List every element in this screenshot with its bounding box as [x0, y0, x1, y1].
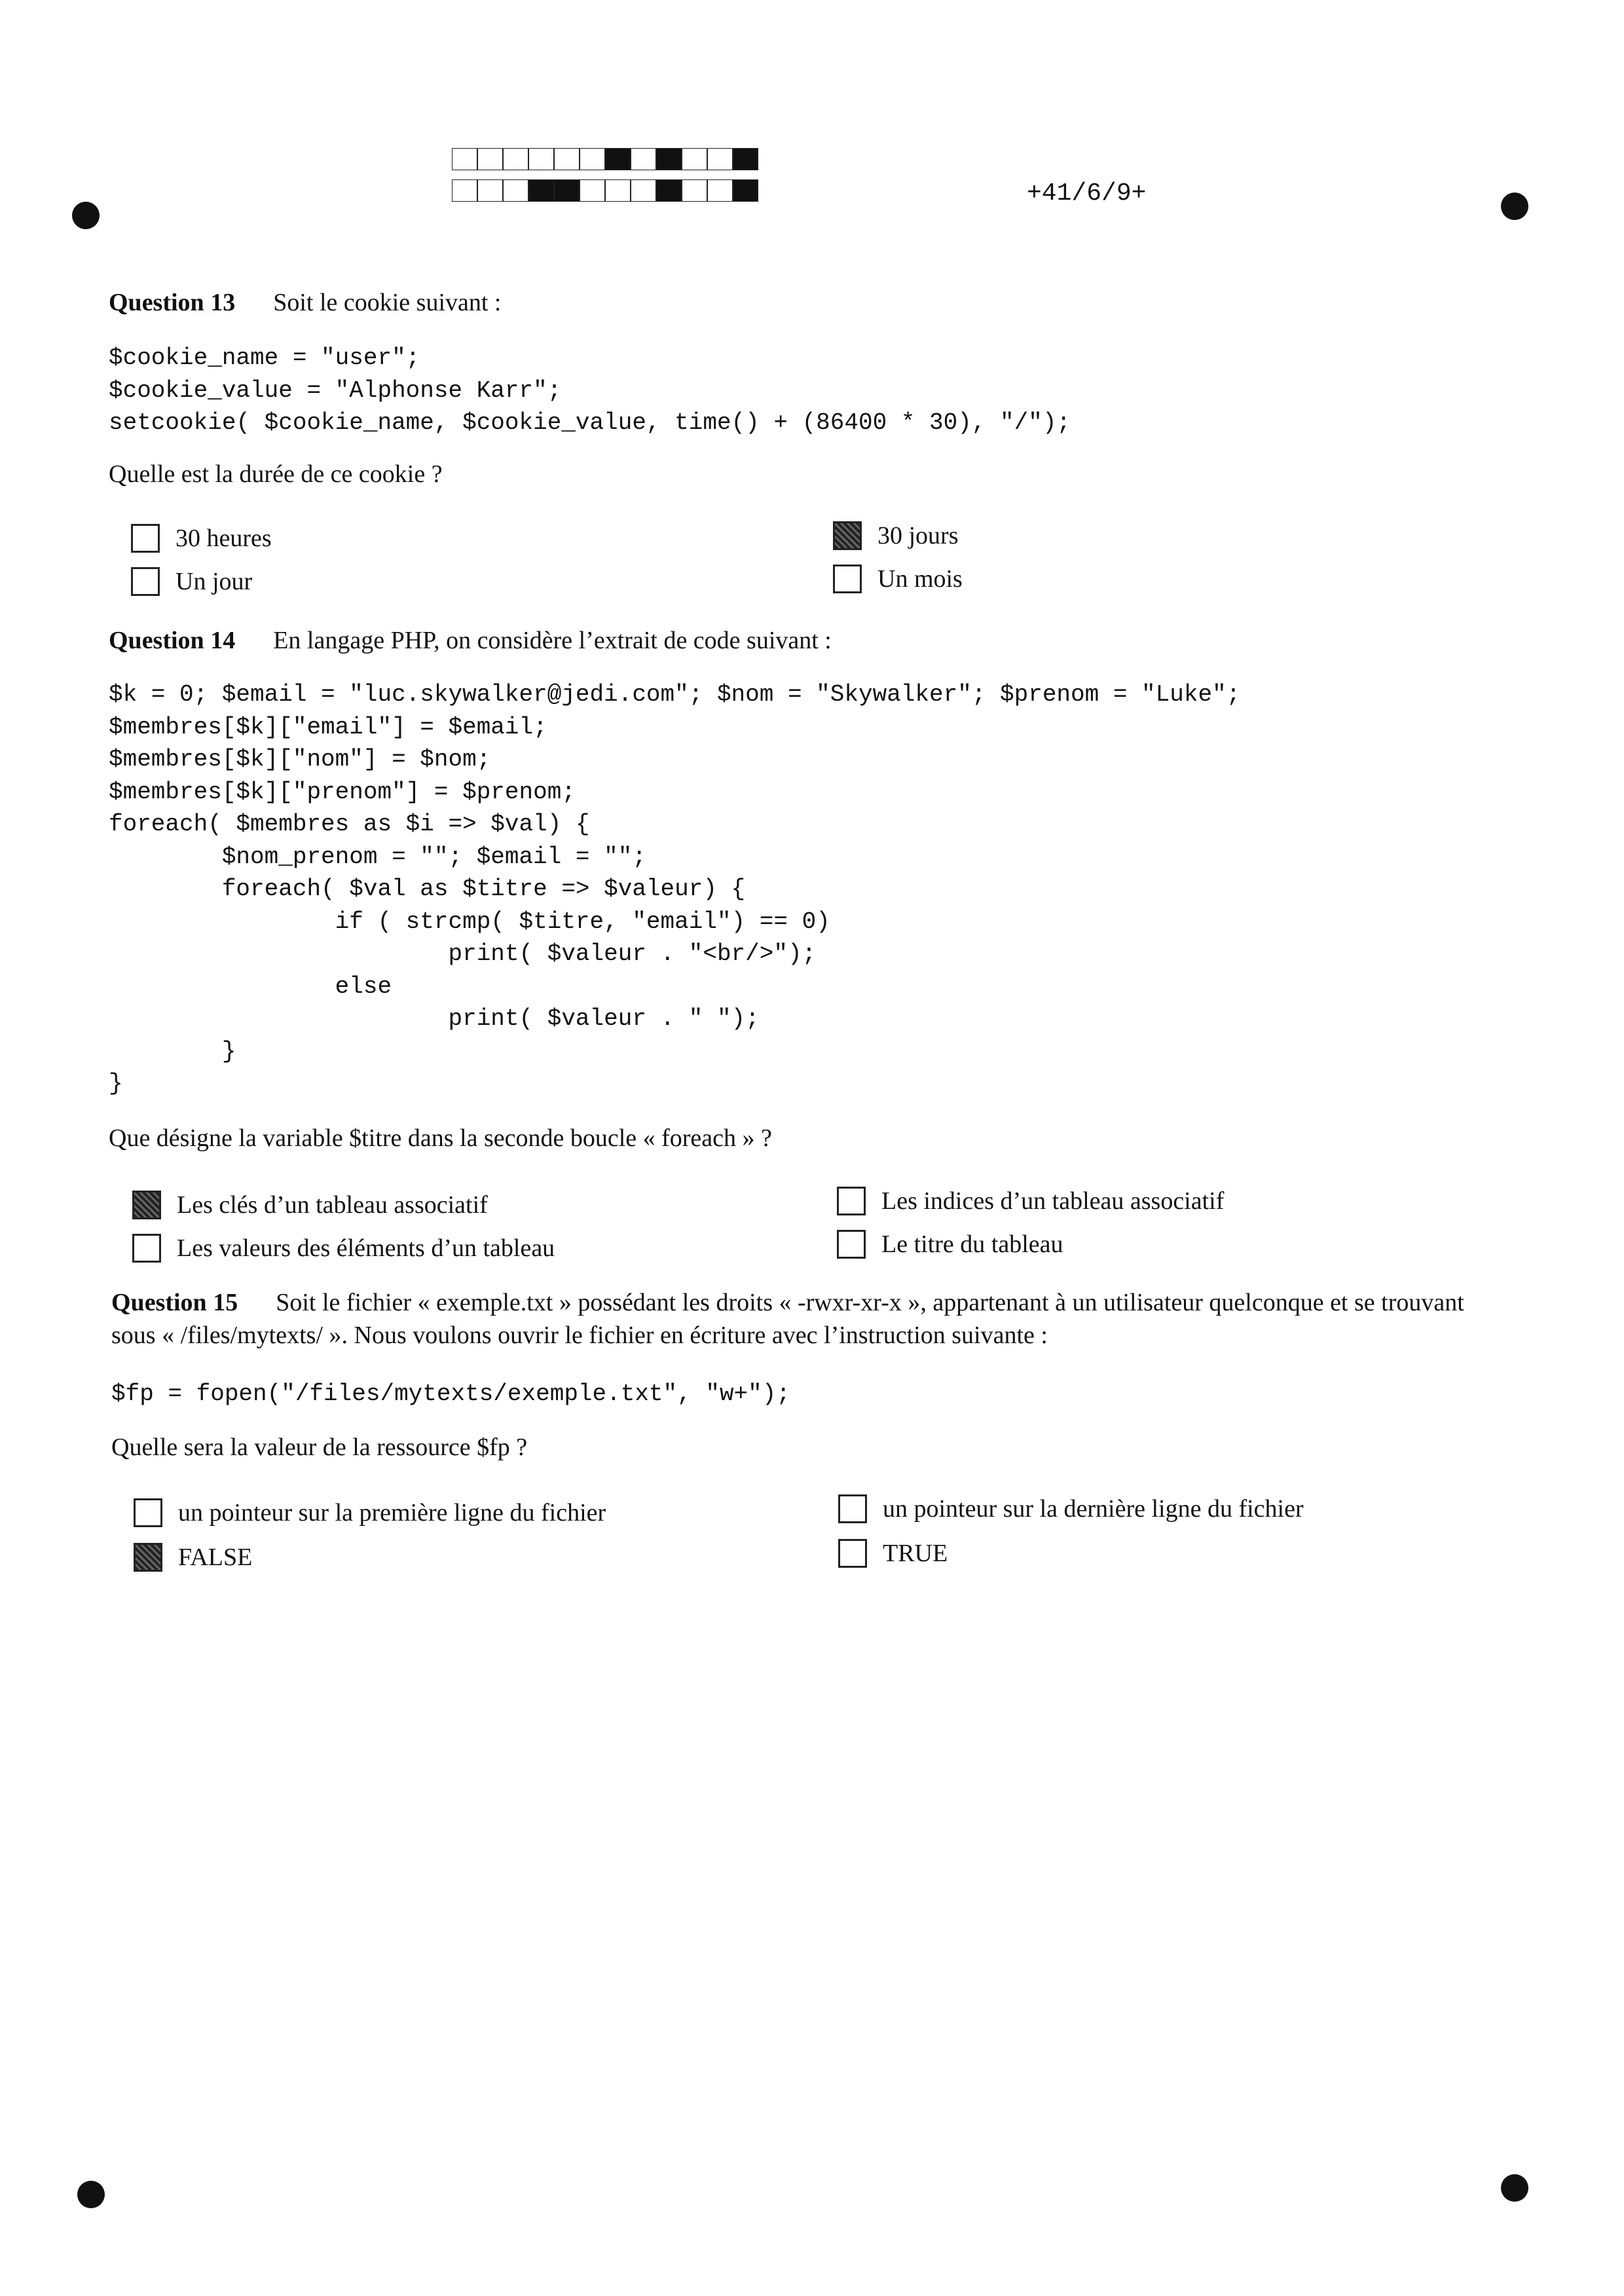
question-14-code: $k = 0; $email = "luc.skywalker@jedi.com"; $nom = "Skywalker"; $prenom = "Luke"; $membres[$k]["email"] = $email; $membres[$k]["nom"] = $nom; $membres[$k]["prenom"] = $prenom; foreach( $membres as $i => $val) { $nom_prenom = ""; $email = ""; foreach( $val as $titre => $valeur) { if ( strcmp( $titre, "email") == 0) print( $valeur . "<br/>"); else print( $valeur . " "); } } [109, 681, 1241, 1097]
barcode-cell [656, 148, 682, 170]
option-label: FALSE [178, 1544, 253, 1571]
option-label: Le titre du tableau [881, 1231, 1063, 1258]
option-label: Les indices d’un tableau associatif [881, 1187, 1225, 1215]
q14-option-1[interactable] [132, 1191, 488, 1219]
question-14-question: Que désigne la variable $titre dans la seconde boucle « foreach » ? [109, 1124, 772, 1152]
option-label: un pointeur sur la dernière ligne du fichier [883, 1495, 1304, 1523]
barcode-cell [631, 179, 656, 202]
option-label: Un mois [877, 565, 963, 593]
option-label: un pointeur sur la première ligne du fichier [178, 1499, 606, 1527]
checkbox[interactable] [134, 1498, 162, 1527]
page-id: +41/6/9+ [1027, 179, 1147, 208]
question-13-label: Question 13 [109, 289, 236, 316]
barcode-cell [605, 148, 631, 170]
checkbox[interactable] [838, 1539, 867, 1568]
q15-option-3[interactable] [838, 1494, 1304, 1523]
q14-option-2[interactable] [132, 1234, 555, 1263]
barcode-cell [477, 179, 503, 202]
checkbox[interactable] [833, 521, 862, 550]
question-15-code: $fp = fopen("/files/mytexts/exemple.txt", "w+"); [111, 1380, 790, 1407]
barcode-cell [682, 148, 707, 170]
q15-option-2[interactable] [134, 1543, 252, 1572]
checkbox[interactable] [837, 1187, 866, 1215]
barcode-cell [580, 179, 605, 202]
checkbox[interactable] [131, 567, 160, 596]
q15-option-1[interactable] [134, 1498, 606, 1527]
barcode-cell [733, 179, 758, 202]
barcode-row-1 [452, 148, 760, 172]
option-label: 30 heures [175, 525, 272, 552]
barcode-cell [733, 148, 758, 170]
question-14-prompt: En langage PHP, on considère l’extrait de code suivant : [273, 627, 832, 654]
barcode-cell [682, 179, 707, 202]
checkbox[interactable] [132, 1191, 161, 1219]
option-label: Les clés d’un tableau associatif [177, 1191, 488, 1219]
corner-mark-top-left [72, 202, 100, 229]
checkbox[interactable] [837, 1230, 866, 1259]
barcode-cell [707, 179, 733, 202]
checkbox[interactable] [132, 1234, 161, 1263]
question-13-prompt: Soit le cookie suivant : [273, 289, 502, 316]
question-15-prompt: Soit le fichier « exemple.txt » possédant les droits « -rwxr-xr-x », appartenant à un utilisateur quelconque et se trouvant sous « /files/mytexts/ ». Nous voulons ouvrir le fichier en écriture avec l’instruction suivante : [111, 1289, 1464, 1349]
option-label: 30 jours [877, 522, 959, 549]
checkbox[interactable] [838, 1494, 867, 1523]
question-15-question: Quelle sera la valeur de la ressource $fp ? [111, 1434, 528, 1461]
q14-option-3[interactable] [837, 1187, 1224, 1215]
checkbox[interactable] [134, 1543, 162, 1572]
barcode-cell [452, 179, 477, 202]
q13-option-3[interactable] [833, 521, 959, 550]
barcode-row-2 [452, 179, 760, 203]
barcode-cell [707, 148, 733, 170]
corner-mark-bottom-right [1501, 2174, 1528, 2202]
barcode-cell [503, 148, 528, 170]
q14-option-4[interactable] [837, 1230, 1063, 1259]
question-14-header [109, 626, 832, 655]
barcode-cell [477, 148, 503, 170]
barcode-cell [503, 179, 528, 202]
checkbox[interactable] [131, 524, 160, 553]
corner-mark-bottom-left [77, 2181, 105, 2208]
barcode-cell [580, 148, 605, 170]
q13-option-2[interactable] [131, 567, 252, 596]
barcode-cell [656, 179, 682, 202]
option-label: Un jour [175, 568, 253, 595]
corner-mark-top-right [1501, 193, 1528, 220]
question-14-label: Question 14 [109, 627, 236, 654]
question-15-label: Question 15 [111, 1289, 238, 1316]
barcode-cell [528, 148, 554, 170]
q13-option-1[interactable] [131, 524, 272, 553]
barcode-cell [452, 148, 477, 170]
barcode-cell [554, 179, 580, 202]
q15-option-4[interactable] [838, 1539, 948, 1568]
barcode-cell [631, 148, 656, 170]
question-13-header [109, 288, 502, 317]
option-label: Les valeurs des éléments d’un tableau [177, 1234, 555, 1262]
option-label: TRUE [883, 1540, 948, 1567]
q13-option-4[interactable] [833, 565, 963, 593]
barcode-cell [554, 148, 580, 170]
barcode-cell [605, 179, 631, 202]
question-13-code: $cookie_name = "user"; $cookie_value = "Alphonse Karr"; setcookie( $cookie_name, $cookie_value, time() + (86400 * 30), "/"); [109, 344, 1071, 436]
checkbox[interactable] [833, 565, 862, 593]
barcode-cell [528, 179, 554, 202]
question-15-header [111, 1286, 1513, 1352]
question-13-question: Quelle est la durée de ce cookie ? [109, 460, 443, 488]
